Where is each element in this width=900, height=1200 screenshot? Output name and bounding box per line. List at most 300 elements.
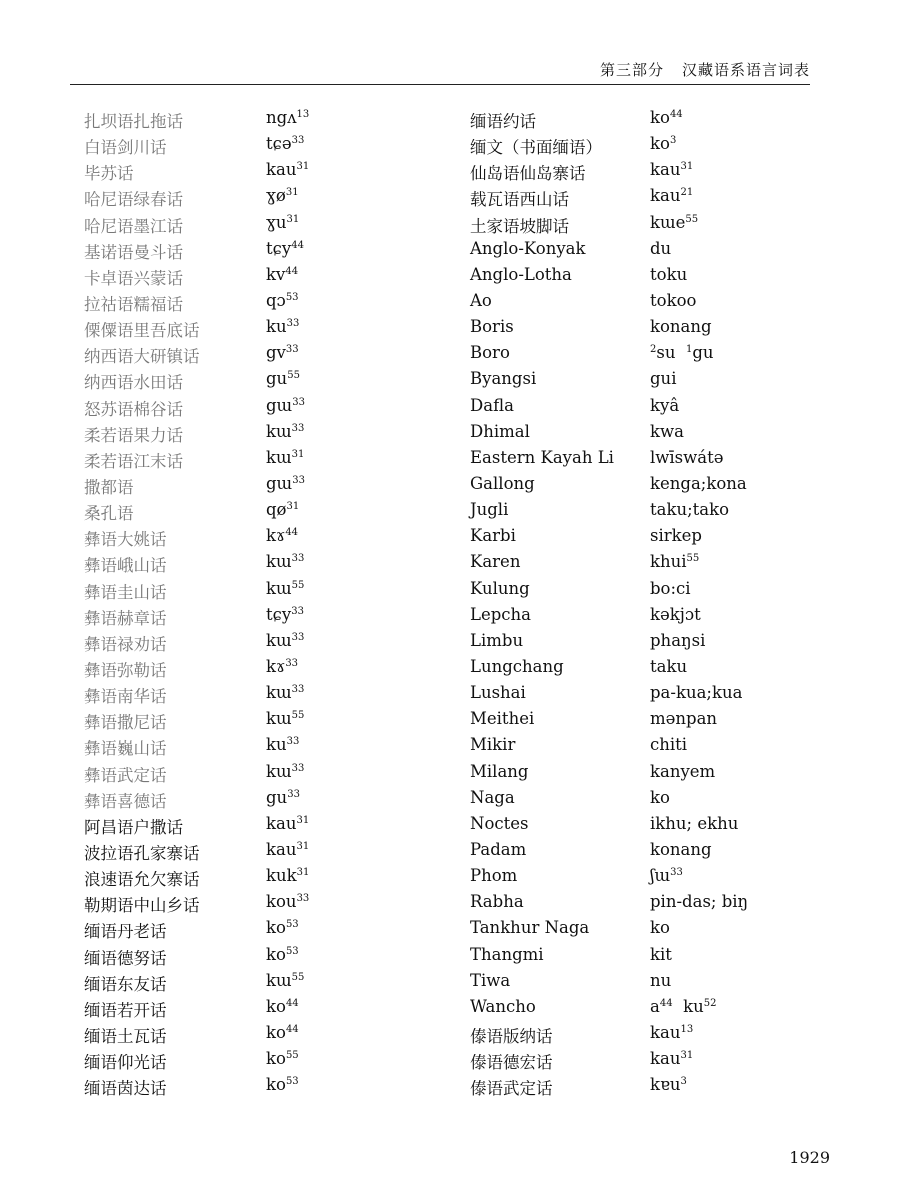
language-name: 勒期语中山乡话 — [84, 896, 200, 916]
tone-superscript: 33 — [291, 553, 305, 565]
word-form: $a^{44}$ $ku^{52}$ — [650, 996, 717, 1016]
word-entry-row — [84, 840, 424, 866]
tone-superscript: 33 — [286, 318, 300, 330]
word-form-base: ko — [266, 944, 286, 964]
word-entry-row — [84, 814, 424, 840]
language-name: 哈尼语墨江话 — [84, 216, 183, 236]
running-header — [70, 56, 810, 82]
word-form-base: kau — [266, 813, 297, 833]
word-form-base: ngʌ — [266, 108, 297, 127]
language-name: 柔若语江末话 — [84, 451, 183, 471]
word-form: sirkep — [650, 526, 702, 546]
word-form — [266, 239, 304, 258]
language-name: 土家语坡脚话 — [470, 216, 569, 236]
word-form-base: qɔ — [266, 290, 286, 310]
word-entry-row — [470, 343, 830, 369]
language-name: 彝语大姚话 — [84, 530, 167, 550]
word-form — [266, 500, 299, 519]
word-form — [266, 396, 305, 415]
word-entry-row — [84, 552, 424, 578]
word-form-base: ko — [266, 1075, 286, 1095]
language-name: 彝语圭山话 — [84, 582, 167, 602]
word-form: taku — [650, 656, 688, 676]
word-form-base: kɯ — [266, 683, 292, 703]
tone-superscript: 33 — [291, 605, 304, 617]
language-name: 卡卓语兴蒙话 — [84, 268, 183, 288]
language-name: Wancho — [470, 996, 536, 1016]
language-name: Boris — [470, 317, 514, 337]
word-entry-row — [470, 605, 830, 631]
word-form — [266, 918, 299, 937]
word-entry-row — [470, 552, 830, 578]
word-entry-row — [470, 160, 830, 186]
word-entry-row — [84, 108, 424, 134]
word-form — [266, 735, 299, 754]
header-rule — [70, 84, 810, 85]
language-name: 缅语若开话 — [84, 1000, 167, 1020]
word-form — [266, 552, 304, 571]
word-entry-row — [470, 735, 830, 761]
word-form — [266, 683, 304, 702]
word-form: pin-das; biŋ — [650, 892, 749, 912]
word-form-base: kɤ — [266, 656, 286, 676]
language-name: 柔若语果力话 — [84, 425, 183, 445]
language-name: 彝语峨山话 — [84, 556, 167, 576]
word-entry-row — [84, 997, 424, 1023]
word-form — [266, 788, 300, 807]
word-form — [266, 1023, 299, 1042]
word-entry-row — [84, 709, 424, 735]
word-entry-row — [470, 945, 830, 971]
language-name: Kulung — [470, 578, 530, 598]
word-form: bo:ci — [650, 578, 691, 598]
word-form-base: ku — [266, 735, 287, 755]
language-name: 桑孔语 — [84, 504, 134, 524]
language-name: Limbu — [470, 630, 524, 650]
tone-superscript: 31 — [296, 814, 310, 826]
word-entry-row — [84, 683, 424, 709]
word-form-base: gɯ — [266, 395, 293, 415]
word-form-base: kɯ — [266, 552, 292, 572]
word-form: $^2$su $^1$gu — [650, 343, 714, 363]
word-form — [266, 892, 309, 911]
language-name: 彝语禄劝话 — [84, 634, 167, 654]
word-entry-row — [470, 918, 830, 944]
word-entry-row — [84, 134, 424, 160]
language-name: 缅语土瓦话 — [84, 1026, 167, 1046]
language-name: 缅语约话 — [470, 112, 536, 131]
word-entry-row — [470, 866, 830, 892]
language-name: 彝语武定话 — [84, 765, 167, 785]
tone-superscript: 55 — [291, 971, 305, 983]
tone-superscript: 33 — [285, 344, 299, 356]
word-form — [266, 814, 309, 833]
word-entry-row — [84, 160, 424, 186]
tone-superscript: 33 — [291, 684, 305, 696]
word-form — [266, 317, 299, 336]
tone-superscript: 33 — [292, 474, 305, 486]
word-form — [266, 526, 298, 545]
language-name: Meithei — [470, 709, 535, 729]
word-form-base: ko — [266, 918, 286, 938]
word-entry-row — [84, 474, 424, 500]
tone-superscript: 53 — [285, 1076, 299, 1088]
word-entry-row — [470, 657, 830, 683]
word-entry-row — [84, 265, 424, 291]
tone-superscript: 31 — [296, 840, 310, 852]
tone-superscript: 33 — [291, 422, 305, 434]
language-name: 缅文（书面缅语） — [470, 138, 602, 158]
word-form-base: kɯ — [266, 630, 292, 650]
tone-superscript: 33 — [291, 135, 305, 147]
language-name: 扎坝语扎拖话 — [84, 112, 183, 131]
tone-superscript: 55 — [285, 1050, 299, 1062]
language-name: 载瓦语西山话 — [470, 190, 569, 210]
tone-superscript: 44 — [285, 265, 299, 277]
word-form — [266, 709, 304, 728]
word-entry-row — [470, 239, 830, 265]
language-name: Gallong — [470, 473, 535, 493]
word-form-base: kv — [266, 264, 286, 284]
word-form — [266, 474, 305, 493]
word-entry-row — [470, 134, 830, 160]
language-name: Tiwa — [470, 970, 511, 990]
language-name: Padam — [470, 839, 527, 859]
language-name: Anglo-Lotha — [470, 264, 572, 284]
language-name: 缅语东友话 — [84, 974, 167, 994]
word-form: ikhu; ekhu — [650, 813, 739, 833]
word-entry-row — [84, 657, 424, 683]
language-name: 波拉语孔家寨话 — [84, 843, 200, 863]
word-form-base: tɕy — [266, 238, 292, 258]
language-name: 白语剑川话 — [84, 138, 167, 158]
word-form: du — [650, 238, 672, 258]
word-entry-row — [84, 788, 424, 814]
word-form: khui$^{55}$ — [650, 552, 700, 572]
word-form — [266, 108, 309, 127]
word-entry-row — [84, 971, 424, 997]
language-name: Tankhur Naga — [470, 918, 590, 938]
language-name: Noctes — [470, 813, 529, 833]
tone-superscript: 44 — [285, 1023, 299, 1035]
word-entry-row — [470, 579, 830, 605]
language-name: Karen — [470, 552, 521, 572]
language-name: 纳西语水田话 — [84, 373, 183, 393]
word-form — [266, 605, 304, 624]
word-form-base: kɯ — [266, 970, 292, 990]
word-entry-row — [84, 291, 424, 317]
word-entry-row — [84, 631, 424, 657]
word-entry-row — [84, 448, 424, 474]
word-form: pa-kua;kua — [650, 683, 743, 703]
word-form: toku — [650, 264, 688, 284]
word-entry-row — [470, 709, 830, 735]
word-form-base: gɯ — [266, 473, 293, 493]
word-form — [266, 657, 298, 676]
word-entry-row — [470, 971, 830, 997]
word-form: kɐu$^3$ — [650, 1075, 687, 1095]
word-entry-row — [470, 213, 830, 239]
word-entry-row — [84, 239, 424, 265]
tone-superscript: 44 — [291, 239, 304, 251]
tone-superscript: 53 — [285, 945, 299, 957]
language-name: Lepcha — [470, 604, 531, 624]
tone-superscript: 33 — [291, 762, 305, 774]
word-entry-row — [84, 369, 424, 395]
word-form — [266, 369, 300, 388]
word-form: kau$^{21}$ — [650, 186, 694, 206]
word-entry-row — [84, 605, 424, 631]
word-form — [266, 971, 304, 990]
word-form-base: tɕə — [266, 134, 292, 154]
word-form: ko — [650, 787, 670, 807]
word-form-base: kɯ — [266, 761, 292, 781]
word-entry-row — [84, 526, 424, 552]
word-entry-row — [84, 762, 424, 788]
language-name: 哈尼语绿春话 — [84, 190, 183, 210]
language-name: 缅语丹老话 — [84, 922, 167, 942]
word-form: chiti — [650, 735, 688, 755]
left-column — [84, 108, 424, 1101]
tone-superscript: 33 — [296, 893, 310, 905]
word-form — [266, 213, 299, 232]
word-entry-row — [470, 265, 830, 291]
language-name: Ao — [470, 290, 492, 310]
tone-superscript: 31 — [296, 867, 310, 879]
word-entry-row — [84, 396, 424, 422]
word-entry-row — [470, 317, 830, 343]
tone-superscript: 31 — [286, 213, 300, 225]
tone-superscript: 55 — [291, 579, 305, 591]
word-form — [266, 343, 299, 362]
language-name: 傣语德宏话 — [470, 1053, 553, 1073]
language-name: Jugli — [470, 500, 509, 520]
word-form-base: kau — [266, 839, 297, 859]
language-name: Boro — [470, 343, 510, 363]
word-form: kau$^{31}$ — [650, 160, 694, 180]
word-entry-row — [84, 343, 424, 369]
language-name: 傣语版纳话 — [470, 1026, 553, 1046]
word-form-base: kɤ — [266, 526, 286, 546]
language-name: 仙岛语仙岛寨话 — [470, 164, 586, 184]
tone-superscript: 53 — [285, 291, 299, 303]
word-form: phaŋsi — [650, 630, 706, 650]
language-name: 阿昌语户撒话 — [84, 817, 183, 837]
language-name: 撒都语 — [84, 477, 134, 497]
language-name: 彝语巍山话 — [84, 739, 167, 759]
word-form — [266, 448, 304, 467]
tone-superscript: 55 — [287, 370, 300, 382]
word-entry-row — [84, 866, 424, 892]
word-form: kau$^{13}$ — [650, 1022, 694, 1042]
language-name: 彝语撒尼话 — [84, 713, 167, 733]
tone-superscript: 31 — [286, 501, 300, 513]
word-form-base: kau — [266, 160, 297, 180]
word-form: kau$^{31}$ — [650, 1049, 694, 1069]
word-form-base: kɯ — [266, 421, 292, 441]
word-form-base: kɯ — [266, 447, 292, 467]
word-entry-row — [84, 579, 424, 605]
tone-superscript: 31 — [291, 448, 305, 460]
word-entry-row — [470, 788, 830, 814]
page-number: 1929 — [789, 1148, 830, 1167]
word-form-base: ɣø — [266, 186, 286, 206]
word-form-base: kuk — [266, 866, 297, 886]
word-entry-row — [470, 1049, 830, 1075]
word-form — [266, 762, 304, 781]
language-name: Dafla — [470, 395, 514, 415]
word-form: ko — [650, 918, 670, 938]
word-form: ʃɯ$^{33}$ — [650, 866, 683, 886]
language-name: 浪速语允欠寨话 — [84, 870, 200, 890]
language-name: 纳西语大研镇话 — [84, 347, 200, 367]
tone-superscript: 55 — [291, 710, 305, 722]
language-name: 缅语德努话 — [84, 948, 167, 968]
language-name: 拉祜语糯福话 — [84, 294, 183, 314]
tone-superscript: 44 — [285, 997, 299, 1009]
word-form: kit — [650, 944, 672, 964]
language-name: Lushai — [470, 683, 526, 703]
word-form: nu — [650, 970, 672, 990]
word-entry-row — [84, 1049, 424, 1075]
word-entry-row — [470, 526, 830, 552]
word-entry-row — [84, 1023, 424, 1049]
word-form: lwīswátə — [650, 447, 724, 467]
tone-superscript: 31 — [296, 161, 310, 173]
word-form — [266, 265, 298, 284]
word-entry-row — [470, 422, 830, 448]
language-name: 毕苏话 — [84, 164, 134, 184]
word-form — [266, 579, 304, 598]
word-form: kanyem — [650, 761, 716, 781]
language-name: 彝语喜德话 — [84, 791, 167, 811]
tone-superscript: 53 — [285, 919, 299, 931]
word-entry-row — [470, 369, 830, 395]
language-name: Phom — [470, 866, 518, 886]
language-name: 彝语弥勒话 — [84, 660, 167, 680]
word-entry-row — [84, 1075, 424, 1101]
word-entry-row — [470, 840, 830, 866]
word-form-base: ku — [266, 317, 287, 337]
tone-superscript: 33 — [292, 396, 305, 408]
word-form — [266, 160, 309, 179]
word-form — [266, 134, 304, 153]
language-name: 缅语仰光话 — [84, 1053, 167, 1073]
word-entry-row — [84, 918, 424, 944]
word-entry-row — [84, 186, 424, 212]
language-name: 彝语南华话 — [84, 687, 167, 707]
language-name: Karbi — [470, 526, 516, 546]
word-form — [266, 997, 299, 1016]
word-form-base: tɕy — [266, 604, 292, 624]
word-entry-row — [84, 422, 424, 448]
language-name: 傈僳语里吾底话 — [84, 321, 200, 341]
word-form-base: gu — [266, 369, 288, 389]
language-name: Thangmi — [470, 944, 544, 964]
language-name: Rabha — [470, 892, 524, 912]
word-form-base: kɯ — [266, 709, 292, 729]
word-form: kɯe$^{55}$ — [650, 212, 699, 232]
language-name: 缅语茵达话 — [84, 1079, 167, 1099]
word-form — [266, 422, 304, 441]
word-entry-row — [470, 997, 830, 1023]
word-entry-row — [470, 291, 830, 317]
right-column — [470, 108, 830, 1101]
word-entry-row — [470, 762, 830, 788]
word-entry-row — [84, 735, 424, 761]
word-form-base: kɯ — [266, 578, 292, 598]
language-name: Anglo-Konyak — [470, 238, 586, 258]
word-form — [266, 1049, 299, 1068]
tone-superscript: 13 — [296, 109, 310, 120]
header-part: 第三部分 — [599, 60, 664, 79]
word-entry-row — [470, 500, 830, 526]
word-form — [266, 1075, 299, 1094]
word-entry-row — [470, 1023, 830, 1049]
language-name: Milang — [470, 761, 529, 781]
word-entry-row — [84, 317, 424, 343]
word-entry-row — [84, 892, 424, 918]
word-entry-row — [470, 474, 830, 500]
language-name: Mikir — [470, 735, 516, 755]
language-name: Eastern Kayah Li — [470, 447, 614, 467]
language-name: 怒苏语棉谷话 — [84, 399, 183, 419]
word-form — [266, 631, 304, 650]
word-form: $ko^{44}$ — [650, 108, 683, 127]
word-form — [266, 186, 299, 205]
word-form: gui — [650, 369, 677, 389]
word-entry-row — [470, 108, 830, 134]
word-form: konang — [650, 839, 712, 859]
word-entry-row — [84, 500, 424, 526]
word-form: kyâ — [650, 395, 680, 415]
language-name: Naga — [470, 787, 515, 807]
language-name: 基诺语曼斗话 — [84, 242, 183, 262]
word-form-base: kou — [266, 892, 297, 912]
word-entry-row — [84, 213, 424, 239]
language-name: Dhimal — [470, 421, 530, 441]
word-entry-row — [470, 814, 830, 840]
word-entry-row — [470, 683, 830, 709]
word-form: kwa — [650, 421, 684, 441]
word-entry-row — [84, 945, 424, 971]
word-form: kenga;kona — [650, 473, 747, 493]
word-entry-row — [470, 892, 830, 918]
word-form — [266, 866, 309, 885]
word-form: taku;tako — [650, 500, 730, 520]
language-name: Byangsi — [470, 369, 537, 389]
word-entry-row — [470, 396, 830, 422]
word-form — [266, 945, 299, 964]
tone-superscript: 33 — [286, 736, 300, 748]
language-name: Lungchang — [470, 656, 564, 676]
word-form: tokoo — [650, 290, 697, 310]
word-form-base: ko — [266, 1049, 286, 1069]
word-entry-row — [470, 631, 830, 657]
word-form: kəkjɔt — [650, 604, 701, 624]
tone-superscript: 31 — [285, 187, 299, 199]
word-form: mənpan — [650, 709, 718, 729]
tone-superscript: 33 — [291, 631, 305, 643]
word-entry-row — [470, 186, 830, 212]
word-form-base: gu — [266, 787, 288, 807]
word-entry-row — [470, 448, 830, 474]
word-form-base: ɣu — [266, 212, 287, 232]
word-form: $ko^3$ — [650, 134, 677, 154]
header-title: 汉藏语系语言词表 — [681, 60, 810, 79]
word-form-base: ko — [266, 996, 286, 1016]
tone-superscript: 44 — [285, 527, 299, 539]
